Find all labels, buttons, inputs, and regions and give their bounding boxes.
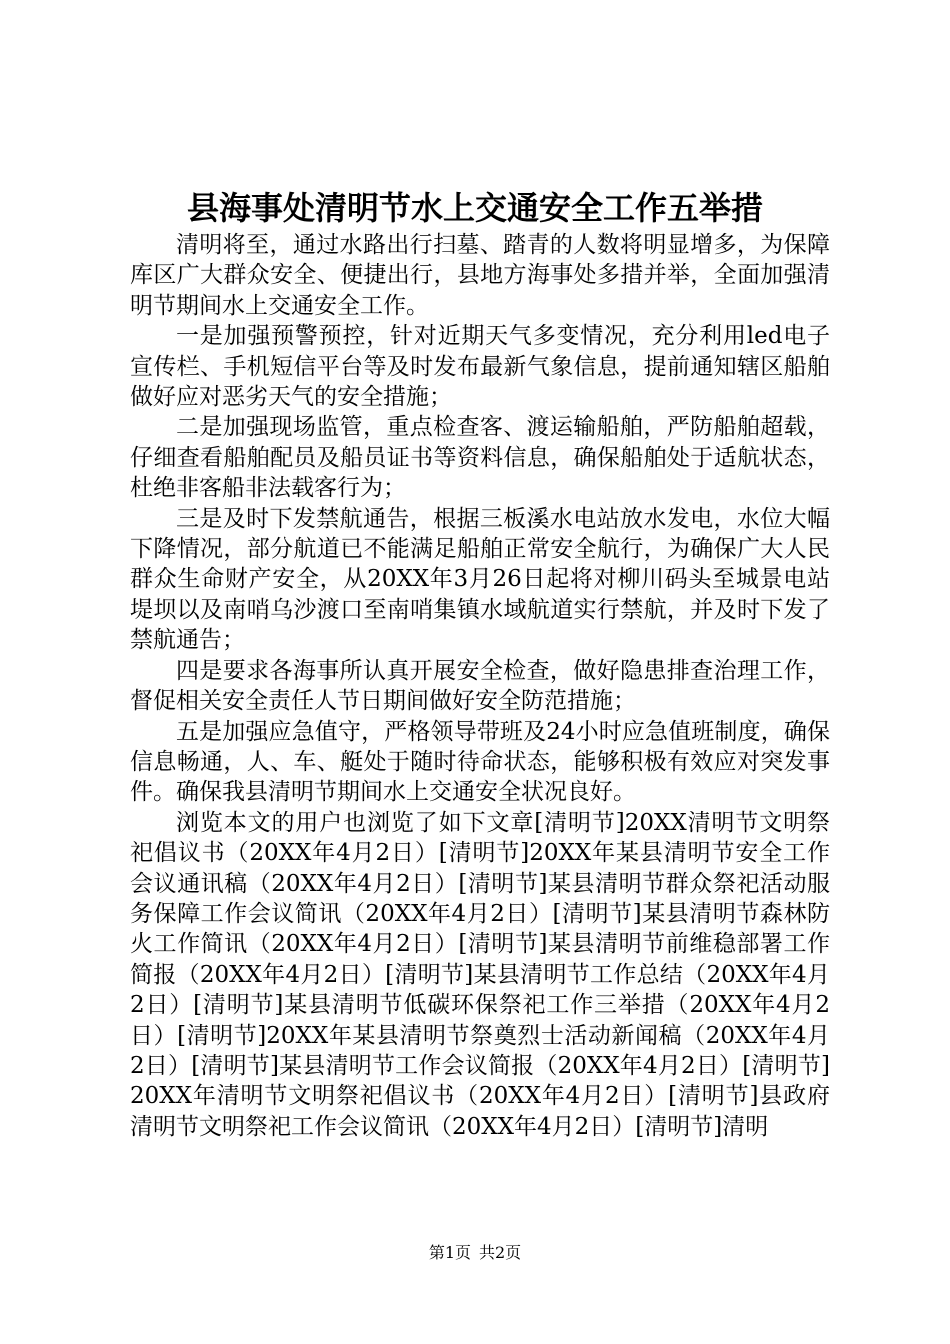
page-number-total: 共2页: [479, 1243, 522, 1262]
page-footer: [0, 1242, 950, 1264]
paragraph-intro: 清明将至，通过水路出行扫墓、踏青的人数将明显增多，为保障库区广大群众安全、便捷出行，县地方海事处多措并举，全面加强清明节期间水上交通安全工作。: [130, 232, 830, 319]
paragraph-related-articles: 浏览本文的用户也浏览了如下文章[清明节]20XX清明节文明祭祀倡议书（20XX年4月2日）[清明节]20XX年某县清明节安全工作会议通讯稿（20XX年4月2日）[清明节]某县清明节群众祭祀活动服务保障工作会议简讯（20XX年4月2日）[清明节]某县清明节森林防火工作简讯（20XX年4月2日）[清明节]某县清明节前维稳部署工作简报（20XX年4月2日）[清明节]某县清明节工作总结（20XX年4月2日）[清明节]某县清明节低碳环保祭祀工作三举措（20XX年4月2日）[清明节]20XX年某县清明节祭奠烈士活动新闻稿（20XX年4月2日）[清明节]某县清明节工作会议简报（20XX年4月2日）[清明节]20XX年清明节文明祭祀倡议书（20XX年4月2日）[清明节]县政府清明节文明祭祀工作会议简讯（20XX年4月2日）[清明节]清明: [130, 809, 830, 1140]
paragraph-measure-5: 五是加强应急值守，严格领导带班及24小时应急值班制度，确保信息畅通，人、车、艇处于随时待命状态，能够积极有效应对突发事件。确保我县清明节期间水上交通安全状况良好。: [130, 718, 830, 806]
paragraph-measure-4: 四是要求各海事所认真开展安全检查，做好隐患排查治理工作，督促相关安全责任人节日期间做好安全防范措施；: [130, 657, 830, 715]
page-number-current: 第1页: [428, 1243, 471, 1262]
paragraph-measure-2: 二是加强现场监管，重点检查客、渡运输船舶，严防船舶超载，仔细查看船舶配员及船员证书等资料信息，确保船舶处于适航状态，杜绝非客船非法载客行为；: [130, 414, 830, 502]
paragraph-measure-1: 一是加强预警预控，针对近期天气多变情况，充分利用led电子宣传栏、手机短信平台等及时发布最新气象信息，提前通知辖区船舶做好应对恶劣天气的安全措施；: [130, 323, 830, 411]
document-body: [130, 230, 830, 1142]
document-title: 县海事处清明节水上交通安全工作五举措: [186, 189, 763, 227]
paragraph-measure-3: 三是及时下发禁航通告，根据三板溪水电站放水发电，水位大幅下降情况，部分航道已不能满足船舶正常安全航行，为确保广大人民群众生命财产安全，从20XX年3月26日起将对柳川码头至城景电站堤坝以及南哨乌沙渡口至南哨集镇水域航道实行禁航，并及时下发了禁航通告；: [130, 505, 830, 654]
